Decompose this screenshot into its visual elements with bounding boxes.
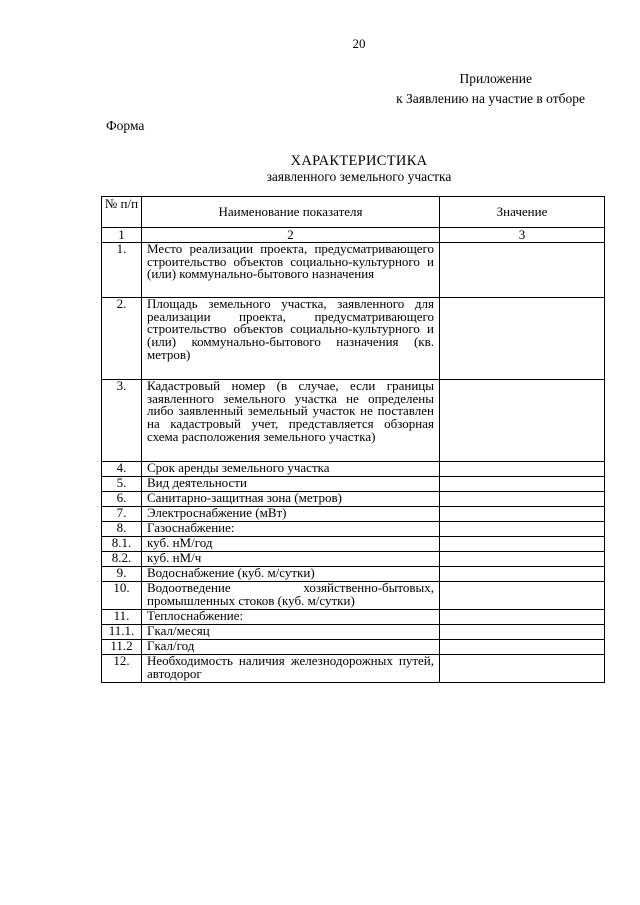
row-number: 6. — [102, 492, 142, 507]
indicator-value-cell[interactable] — [440, 537, 605, 552]
indicator-value-cell[interactable] — [440, 640, 605, 655]
indicator-value-cell[interactable] — [440, 462, 605, 477]
indicator-value-cell[interactable] — [440, 492, 605, 507]
row-number: 8.1. — [102, 537, 142, 552]
indicator-value-cell[interactable] — [440, 610, 605, 625]
indicator-value-cell[interactable] — [440, 567, 605, 582]
indicator-value-cell[interactable] — [440, 298, 605, 380]
indicator-name: куб. нМ/год — [142, 537, 440, 552]
row-number: 12. — [102, 655, 142, 683]
row-number: 11.1. — [102, 625, 142, 640]
row-number: 5. — [102, 477, 142, 492]
table-row — [102, 582, 605, 610]
indicator-name: Кадастровый номер (в случае, если границы заявленного земельного участка не определены либо заявленный земельный участок не поставлен на кадастровый учет, представляется обзорная схема расположения земельного участка) — [142, 380, 440, 462]
indicator-value-cell[interactable] — [440, 243, 605, 298]
indicator-value-cell[interactable] — [440, 507, 605, 522]
indicator-value-cell[interactable] — [440, 625, 605, 640]
table-row — [102, 380, 605, 462]
header-number: № п/п — [102, 197, 142, 228]
row-number: 1. — [102, 243, 142, 298]
indicator-name: Водоснабжение (куб. м/сутки) — [142, 567, 440, 582]
indicator-name: Газоснабжение: — [142, 522, 440, 537]
row-number: 9. — [102, 567, 142, 582]
table-row — [102, 298, 605, 380]
header-indicator-name: Наименование показателя — [142, 197, 440, 228]
indicator-value-cell[interactable] — [440, 552, 605, 567]
indicator-name: Гкал/год — [142, 640, 440, 655]
row-number: 11.2 — [102, 640, 142, 655]
indicators-table — [101, 196, 605, 683]
indicator-name: Теплоснабжение: — [142, 610, 440, 625]
row-number: 7. — [102, 507, 142, 522]
table-header-row — [102, 197, 605, 228]
column-number: 2 — [142, 228, 440, 243]
indicator-name: Водоотведение хозяйственно-бытовых, промышленных стоков (куб. м/сутки) — [142, 582, 440, 610]
row-number: 11. — [102, 610, 142, 625]
appendix-title: Приложение — [459, 71, 532, 86]
indicator-name: Необходимость наличия железнодорожных путей, автодорог — [142, 655, 440, 683]
indicator-value-cell[interactable] — [440, 477, 605, 492]
row-number: 2. — [102, 298, 142, 380]
column-number: 1 — [102, 228, 142, 243]
appendix-subtitle: к Заявлению на участие в отборе — [396, 91, 585, 106]
header-value: Значение — [440, 197, 605, 228]
row-number: 8. — [102, 522, 142, 537]
row-number: 10. — [102, 582, 142, 610]
indicator-value-cell[interactable] — [440, 522, 605, 537]
indicator-name: Электроснабжение (мВт) — [142, 507, 440, 522]
table-row — [102, 243, 605, 298]
document-title: ХАРАКТЕРИСТИКА — [290, 153, 428, 169]
indicator-value-cell[interactable] — [440, 655, 605, 683]
indicator-value-cell[interactable] — [440, 582, 605, 610]
indicator-name: Площадь земельного участка, заявленного для реализации проекта, предусматривающего строительство объектов социально-культурного и (или) коммунально-бытового назначения (кв. метров) — [142, 298, 440, 380]
indicator-name: Место реализации проекта, предусматривающего строительство объектов социально-культурного и (или) коммунально-бытового назначения — [142, 243, 440, 298]
row-number: 4. — [102, 462, 142, 477]
indicator-name: куб. нМ/ч — [142, 552, 440, 567]
document-subtitle: заявленного земельного участка — [266, 169, 452, 184]
row-number: 8.2. — [102, 552, 142, 567]
form-label: Форма — [106, 118, 145, 133]
table-row — [102, 655, 605, 683]
column-number: 3 — [440, 228, 605, 243]
indicator-name: Санитарно-защитная зона (метров) — [142, 492, 440, 507]
indicator-name: Вид деятельности — [142, 477, 440, 492]
indicator-name: Срок аренды земельного участка — [142, 462, 440, 477]
indicator-name: Гкал/месяц — [142, 625, 440, 640]
page-number: 20 — [352, 36, 366, 51]
indicator-value-cell[interactable] — [440, 380, 605, 462]
row-number: 3. — [102, 380, 142, 462]
